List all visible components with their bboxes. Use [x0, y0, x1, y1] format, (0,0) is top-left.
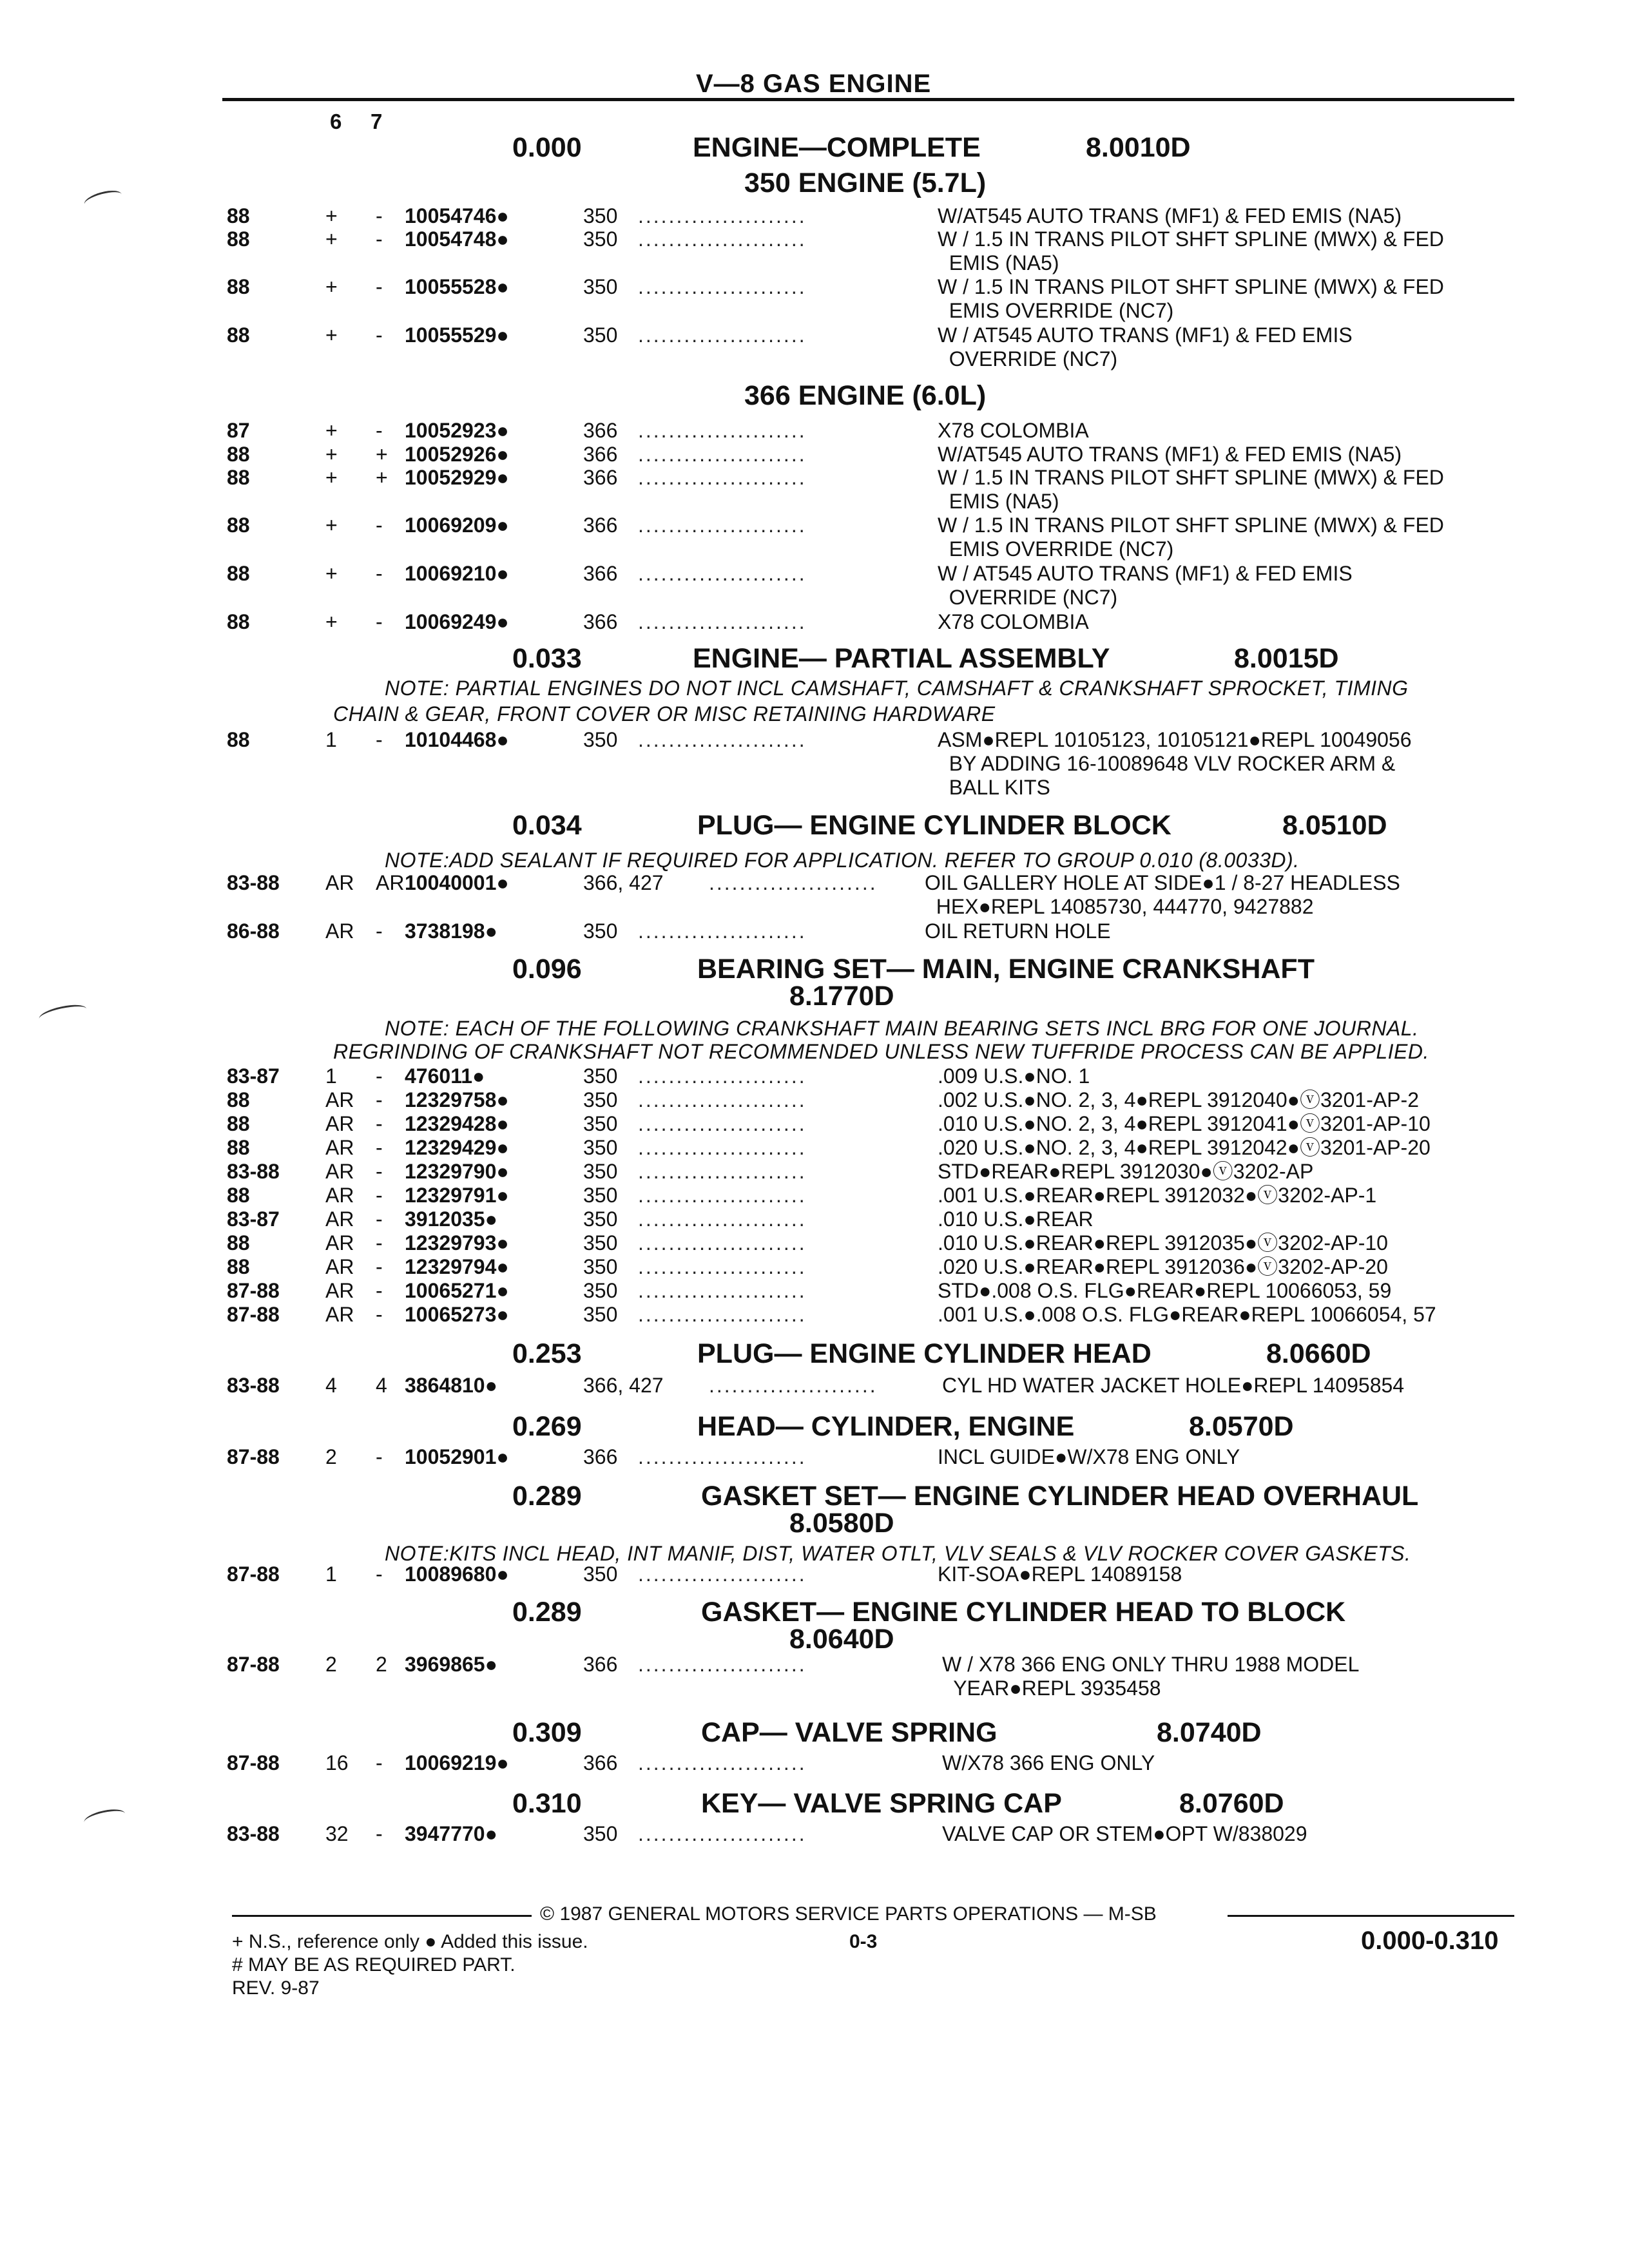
margin-mark: [82, 1806, 126, 1829]
note-text: NOTE: EACH OF THE FOLLOWING CRANKSHAFT MAIN BEARING SETS INCL BRG FOR ONE JOURNAL.: [385, 1017, 1419, 1040]
column-header-7: 7: [371, 110, 383, 133]
note-text: REGRINDING OF CRANKSHAFT NOT RECOMMENDED UNLESS NEW TUFFRIDE PROCESS CAN BE APPLIED.: [333, 1040, 1429, 1063]
margin-mark: [82, 187, 124, 212]
margin-mark: [37, 1001, 88, 1026]
page-title: V—8 GAS ENGINE: [696, 70, 932, 98]
group-range: 0.000-0.310: [1361, 1927, 1499, 1955]
copyright-text: © 1987 GENERAL MOTORS SERVICE PARTS OPERATIONS — M-SB: [540, 1903, 1157, 1925]
revision-text: REV. 9-87: [232, 1977, 320, 1999]
note-text: NOTE:KITS INCL HEAD, INT MANIF, DIST, WATER OTLT, VLV SEALS & VLV ROCKER COVER GASKETS.: [385, 1542, 1411, 1565]
footer-rule-right: [1228, 1915, 1514, 1917]
section-subheading: 350 ENGINE (5.7L): [744, 168, 987, 198]
legend-text: + N.S., reference only ● Added this issue.: [232, 1931, 588, 1952]
section-subheading: 366 ENGINE (6.0L): [744, 380, 987, 411]
footer-rule-left: [232, 1915, 532, 1917]
header-rule: [222, 98, 1514, 101]
column-header-6: 6: [330, 110, 342, 133]
legend-text: # MAY BE AS REQUIRED PART.: [232, 1954, 516, 1975]
document-page: V—8 GAS ENGINE 6 7 0.000 ENGINE—COMPLETE 8.0010D 350 ENGINE (5.7L) 366 ENGINE (6.0L) 0.033 ENGINE— PARTIAL ASSEMBLY 8.0015D NOTE: PARTIAL ENGINES DO NOT INCL CAMSHAFT, CAMSHAFT & CRANKSHAFT SPROCKET, TIMING CHAIN & GEAR, FRONT COVER OR MISC RETAINING HARDWARE 0.034 PLUG— ENGINE CYLINDER BLOCK 8.0510D NOTE:ADD SEALANT IF REQUIRED FOR APPLICATION. REFER TO GROUP 0.010 (8.0033D). 0.096 BEARING SET— MAIN, ENGINE CRANKSHAFT 8.1770D NOTE: EACH OF THE FOLLOWING CRANKSHAFT MAIN BEARING SETS INCL BRG FOR ONE JOURNAL. REGRINDING OF CRANKSHAFT NOT RECOMMENDED UNLESS NEW TUFFRIDE PROCESS CAN BE APPLIED. 0.253 PLUG— ENGINE CYLINDER HEAD 8.0660D 0.269 HEAD— CYLINDER, ENGINE 8.0570D 0.289 GASKET SET— ENGINE CYLINDER HEAD OVERHAUL 8.0580D NOTE:KITS INCL HEAD, INT MANIF, DIST, WATER OTLT, VLV SEALS & VLV ROCKER COVER GASKETS. 0.289 GASKET— ENGINE CYLINDER HEAD TO BLOCK 8.0640D 0.309 CAP— VALVE SPRING 8.0740D 0.310 KEY— VALVE SPRING CAP 8.0760D 88 + - 10054746● 350 ...................... W/AT545 AUTO TRANS (MF1) & FED EMIS (NA5) 88 + - 10054748● 350 ...................... W / 1.5 IN TRANS PILOT SHFT SPLINE (MWX) & FED EMIS (NA5) 88 + - 10055528● 350 ...................... W / 1.5 IN TRANS PILOT SHFT SPLINE (MWX) & FED EMIS OVERRIDE (NC7) 88 + - 10055529● 350 ...................... W / AT545 AUTO TRANS (MF1) & FED EMIS OVERRIDE (NC7) 87 + - 10052923● 366 ...................... X78 COLOMBIA 88 + + 10052926● 366 ...................... W/AT545 AUTO TRANS (MF1) & FED EMIS (NA5) 88 + + 10052929● 366 ...................... W / 1.5 IN TRANS PILOT SHFT SPLINE (MWX) & FED EMIS (NA5) 88 + - 10069209● 366 ...................... W / 1.5 IN TRANS PILOT SHFT SPLINE (MWX) & FED EMIS OVERRIDE (NC7) 88 + - 10069210● 366 ...................... W / AT545 AUTO TRANS (MF1) & FED EMIS OVERRIDE (NC7) 88 + - 10069249● 366 ...................... X78 COLOMBIA 88 1 - 10104468● 350 ...................... ASM●REPL 10105123, 10105121●REPL 10049056 BY ADDING 16-10089648 VLV ROCKER ARM & BALL KITS 83-88 AR AR 10040001● 366, 427 ...................... OIL GALLERY HOLE AT SIDE●1 / 8-27 HEADLESS HEX●REPL 14085730, 444770, 9427882 86-88 AR - 3738198● 350 ...................... OIL RETURN HOLE 83-87 1 - 476011● 350 ...................... .009 U.S.●NO. 1 88 AR - 12329758● 350 ...................... .002 U.S.●NO. 2, 3, 4●REPL 3912040●ⓥ3201-AP-2 88 AR - 12329428● 350 ...................... .010 U.S.●NO. 2, 3, 4●REPL 3912041●ⓥ3201-AP-10 88 AR - 12329429● 350 ...................... .020 U.S.●NO. 2, 3, 4●REPL 3912042●ⓥ3201-AP-20 83-88 AR - 12329790● 350 ...................... STD●REAR●REPL 3912030●ⓥ3202-AP 88 AR - 12329791● 350 ...................... .001 U.S.●REAR●REPL 3912032●ⓥ3202-AP-1 83-87 AR - 3912035● 350 ...................... .010 U.S.●REAR 88 AR - 12329793● 350 ...................... .010 U.S.●REAR●REPL 3912035●ⓥ3202-AP-10 88 AR - 12329794● 350 ...................... .020 U.S.●REAR●REPL 3912036●ⓥ3202-AP-20 87-88 AR - 10065271● 350 ...................... STD●.008 O.S. FLG●REAR●REPL 10066053, 59 87-88 AR - 10065273● 350 ...................... .001 U.S.●.008 O.S. FLG●REAR●REPL 10066054, 57 83-88 4 4 3864810● 366, 427 ...................... CYL HD WATER JACKET HOLE●REPL 14095854 87-88 2 - 10052901● 366 ...................... INCL GUIDE●W/X78 ENG ONLY 87-88 1 - 10089680● 350 ...................... KIT-SOA●REPL 14089158 87-88 2 2 3969865● 366 ...................... W / X78 366 ENG ONLY THRU 1988 MODEL YEAR●REPL 3935458 87-88 16 - 10069219● 366 ...................... W/X78 366 ENG ONLY 83-88 32 - 3947770● 350 ...................... VALVE CAP OR STEM●OPT W/838029 © 1987 GENERAL MOTORS SERVICE PARTS OPERATIONS — M-SB + N.S., reference only ● Added this issue. 0-3 0.000-0.310 # MAY BE AS REQUIRED PART. REV. 9-87: [0, 0, 1629, 2268]
page-number: 0-3: [849, 1931, 878, 1952]
note-text: NOTE: PARTIAL ENGINES DO NOT INCL CAMSHAFT, CAMSHAFT & CRANKSHAFT SPROCKET, TIMING: [385, 677, 1409, 700]
note-text: CHAIN & GEAR, FRONT COVER OR MISC RETAINING HARDWARE: [333, 702, 996, 726]
note-text: NOTE:ADD SEALANT IF REQUIRED FOR APPLICATION. REFER TO GROUP 0.010 (8.0033D).: [385, 849, 1300, 872]
